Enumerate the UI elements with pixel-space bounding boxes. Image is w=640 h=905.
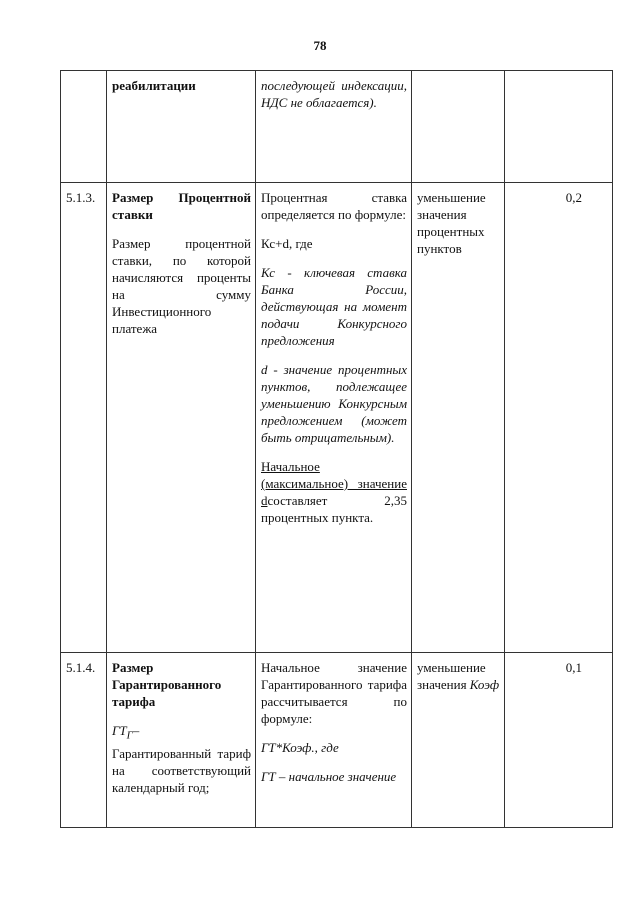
direction-variable: Коэф — [469, 677, 500, 692]
row-number: 5.1.3. — [61, 183, 107, 653]
initial-value — [261, 458, 407, 526]
direction-text: уменьшение значения процентных пунктов — [417, 190, 486, 256]
criterion-cell — [107, 183, 256, 653]
value-cell — [505, 71, 613, 183]
table-row — [61, 653, 613, 828]
initial-value-underlined: Начальное (максимальное) значение d — [261, 459, 407, 508]
direction-cell — [412, 71, 505, 183]
formula: ГТ*Коэф., где — [261, 740, 339, 755]
criterion-title: Размер Гарантированного тарифа — [112, 660, 222, 709]
criteria-table — [60, 70, 613, 828]
value-cell: 0,1 — [505, 653, 613, 828]
formula-cell — [256, 71, 412, 183]
gt-dash: – — [132, 723, 140, 738]
criterion-title: реабилитации — [112, 78, 196, 93]
criterion-cell — [107, 653, 256, 828]
gt-label — [112, 722, 251, 745]
formula-cell — [256, 183, 412, 653]
direction-text: уменьшение значения — [417, 660, 486, 692]
d-definition: d - значение процентных пунктов, подлежащее уменьшению Конкурсным предложением (может быть отрицательным). — [261, 362, 407, 445]
gt-definition: ГТ – начальное значение — [261, 769, 397, 784]
formula-intro: Процентная ставка определяется по формуле: — [261, 190, 407, 222]
direction-cell — [412, 183, 505, 653]
initial-value-rest: составляет 2,35 процентных пункта. — [261, 493, 407, 525]
formula: Кс+d, где — [261, 236, 313, 251]
direction-cell — [412, 653, 505, 828]
criterion-title: Размер Процентной ставки — [112, 190, 251, 222]
table-row — [61, 71, 613, 183]
row-number — [61, 71, 107, 183]
row-number: 5.1.4. — [61, 653, 107, 828]
kc-definition: Кс - ключевая ставка Банка России, действующая на момент подачи Конкурсного предложения — [261, 265, 407, 348]
table-row — [61, 183, 613, 653]
page-number: 78 — [313, 38, 327, 53]
criterion-description: Размер процентной ставки, по которой начисляются проценты на сумму Инвестиционного платежа — [112, 236, 251, 336]
formula-text: последующей индексации, НДС не облагается). — [261, 78, 407, 110]
gt-symbol: ГТ — [112, 723, 127, 738]
gt-subscript: Г — [126, 729, 133, 742]
gt-description: Гарантированный тариф на соответствующий календарный год; — [112, 745, 251, 795]
formula-intro: Начальное значение Гарантированного тарифа рассчитывается по формуле: — [261, 660, 407, 726]
formula-cell — [256, 653, 412, 828]
value-cell: 0,2 — [505, 183, 613, 653]
criterion-cell — [107, 71, 256, 183]
